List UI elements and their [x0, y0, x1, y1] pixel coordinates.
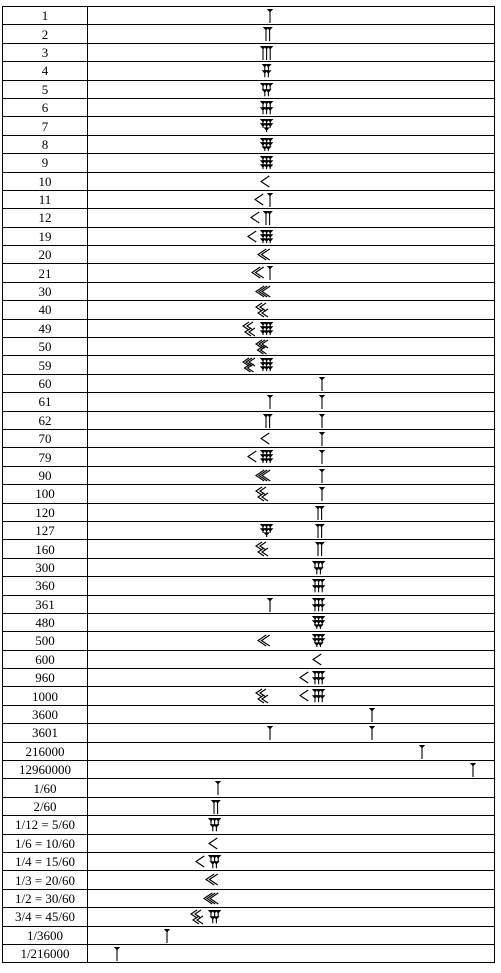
- cuneiform-cell: [88, 742, 495, 760]
- babylonian-numerals-table: [2, 6, 495, 963]
- table-row: [3, 80, 495, 98]
- cuneiform-cell: [88, 154, 495, 172]
- cuneiform-sign-icon: [256, 301, 275, 319]
- table-row: [3, 301, 495, 319]
- value-cell: 50: [3, 338, 88, 356]
- value-cell: 61: [3, 393, 88, 411]
- table-row: [3, 779, 495, 797]
- cuneiform-cell: [88, 135, 495, 153]
- table-row: [3, 429, 495, 447]
- value-cell: 10: [3, 172, 88, 190]
- table-row: [3, 687, 495, 705]
- value-cell: 480: [3, 613, 88, 631]
- cuneiform-cell: [88, 466, 495, 484]
- cuneiform-sign-icon: [260, 99, 276, 117]
- value-cell: 3600: [3, 705, 88, 723]
- cuneiform-sign-icon: [256, 338, 275, 356]
- cuneiform-sign-icon: [319, 485, 327, 503]
- cuneiform-sign-icon: [267, 724, 275, 742]
- cuneiform-cell: [88, 393, 495, 411]
- value-cell: 20: [3, 246, 88, 264]
- cuneiform-cell: [88, 25, 495, 43]
- table-row: [3, 926, 495, 944]
- cuneiform-sign-icon: [251, 209, 275, 227]
- cuneiform-sign-icon: [114, 945, 122, 963]
- value-cell: 1/3 = 20/60: [3, 871, 88, 889]
- cuneiform-sign-icon: [261, 430, 275, 448]
- cuneiform-cell: [88, 80, 495, 98]
- value-cell: 2: [3, 25, 88, 43]
- value-cell: 49: [3, 319, 88, 337]
- table-row: [3, 889, 495, 907]
- value-cell: 60: [3, 374, 88, 392]
- cuneiform-sign-icon: [315, 504, 327, 522]
- cuneiform-cell: [88, 356, 495, 374]
- cuneiform-cell: [88, 595, 495, 613]
- cuneiform-cell: [88, 650, 495, 668]
- value-cell: 70: [3, 429, 88, 447]
- cuneiform-sign-icon: [312, 596, 328, 614]
- cuneiform-cell: [88, 889, 495, 907]
- value-cell: 5: [3, 80, 88, 98]
- cuneiform-sign-icon: [261, 173, 275, 191]
- cuneiform-cell: [88, 779, 495, 797]
- cuneiform-cell: [88, 172, 495, 190]
- cuneiform-sign-icon: [256, 687, 275, 705]
- value-cell: 1/4 = 15/60: [3, 852, 88, 870]
- cuneiform-sign-icon: [256, 283, 275, 301]
- table-row: [3, 852, 495, 870]
- cuneiform-cell: [88, 834, 495, 852]
- table-row: [3, 705, 495, 723]
- cuneiform-sign-icon: [209, 835, 223, 853]
- table-body: [3, 7, 495, 963]
- value-cell: 1/216000: [3, 944, 88, 962]
- cuneiform-sign-icon: [260, 154, 276, 172]
- value-cell: 1/60: [3, 779, 88, 797]
- cuneiform-cell: [88, 577, 495, 595]
- table-row: [3, 871, 495, 889]
- value-cell: 40: [3, 301, 88, 319]
- cuneiform-sign-icon: [319, 430, 327, 448]
- table-row: [3, 944, 495, 962]
- value-cell: 11: [3, 190, 88, 208]
- value-cell: 120: [3, 503, 88, 521]
- value-cell: 216000: [3, 742, 88, 760]
- cuneiform-cell: [88, 632, 495, 650]
- table-row: [3, 117, 495, 135]
- table-row: [3, 282, 495, 300]
- table-row: [3, 319, 495, 337]
- cuneiform-sign-icon: [319, 393, 327, 411]
- cuneiform-sign-icon: [243, 320, 276, 338]
- cuneiform-cell: [88, 687, 495, 705]
- cuneiform-cell: [88, 558, 495, 576]
- value-cell: 1/3600: [3, 926, 88, 944]
- value-cell: 1/2 = 30/60: [3, 889, 88, 907]
- cuneiform-sign-icon: [243, 356, 276, 374]
- table-row: [3, 172, 495, 190]
- table-row: [3, 356, 495, 374]
- cuneiform-cell: [88, 98, 495, 116]
- cuneiform-sign-icon: [260, 522, 276, 540]
- cuneiform-cell: [88, 429, 495, 447]
- table-row: [3, 613, 495, 631]
- cuneiform-sign-icon: [204, 890, 223, 908]
- table-row: [3, 190, 495, 208]
- cuneiform-sign-icon: [164, 927, 172, 945]
- cuneiform-cell: [88, 485, 495, 503]
- value-cell: 12: [3, 209, 88, 227]
- cuneiform-sign-icon: [215, 779, 223, 797]
- cuneiform-cell: [88, 944, 495, 962]
- value-cell: 3601: [3, 724, 88, 742]
- cuneiform-cell: [88, 761, 495, 779]
- value-cell: 3: [3, 43, 88, 61]
- value-cell: 1: [3, 7, 88, 25]
- cuneiform-sign-icon: [369, 706, 377, 724]
- value-cell: 79: [3, 448, 88, 466]
- cuneiform-cell: [88, 338, 495, 356]
- value-cell: 1/12 = 5/60: [3, 816, 88, 834]
- cuneiform-sign-icon: [260, 62, 276, 80]
- table-row: [3, 154, 495, 172]
- value-cell: 127: [3, 521, 88, 539]
- cuneiform-cell: [88, 43, 495, 61]
- table-row: [3, 834, 495, 852]
- cuneiform-cell: [88, 908, 495, 926]
- table-row: [3, 595, 495, 613]
- cuneiform-sign-icon: [300, 669, 328, 687]
- cuneiform-sign-icon: [369, 724, 377, 742]
- cuneiform-sign-icon: [312, 559, 328, 577]
- cuneiform-cell: [88, 264, 495, 282]
- cuneiform-sign-icon: [263, 25, 275, 43]
- table-row: [3, 374, 495, 392]
- value-cell: 160: [3, 540, 88, 558]
- cuneiform-cell: [88, 227, 495, 245]
- table-row: [3, 650, 495, 668]
- cuneiform-cell: [88, 797, 495, 815]
- cuneiform-sign-icon: [267, 393, 275, 411]
- value-cell: 7: [3, 117, 88, 135]
- value-cell: 90: [3, 466, 88, 484]
- table-row: [3, 227, 495, 245]
- cuneiform-sign-icon: [260, 136, 276, 154]
- cuneiform-sign-icon: [208, 816, 224, 834]
- value-cell: 300: [3, 558, 88, 576]
- value-cell: 8: [3, 135, 88, 153]
- cuneiform-sign-icon: [312, 577, 328, 595]
- table-row: [3, 393, 495, 411]
- table-row: [3, 797, 495, 815]
- cuneiform-sign-icon: [256, 540, 275, 558]
- value-cell: 2/60: [3, 797, 88, 815]
- cuneiform-cell: [88, 521, 495, 539]
- table-row: [3, 264, 495, 282]
- cuneiform-cell: [88, 374, 495, 392]
- cuneiform-sign-icon: [255, 191, 275, 209]
- table-row: [3, 466, 495, 484]
- value-cell: 6: [3, 98, 88, 116]
- value-cell: 960: [3, 669, 88, 687]
- value-cell: 361: [3, 595, 88, 613]
- table-row: [3, 540, 495, 558]
- cuneiform-sign-icon: [319, 375, 327, 393]
- cuneiform-sign-icon: [267, 7, 275, 25]
- table-row: [3, 98, 495, 116]
- cuneiform-cell: [88, 301, 495, 319]
- cuneiform-cell: [88, 724, 495, 742]
- cuneiform-cell: [88, 540, 495, 558]
- cuneiform-sign-icon: [260, 81, 276, 99]
- value-cell: 500: [3, 632, 88, 650]
- cuneiform-cell: [88, 448, 495, 466]
- cuneiform-sign-icon: [196, 853, 224, 871]
- value-cell: 21: [3, 264, 88, 282]
- table-row: [3, 577, 495, 595]
- cuneiform-cell: [88, 7, 495, 25]
- cuneiform-cell: [88, 705, 495, 723]
- table-row: [3, 521, 495, 539]
- table-row: [3, 761, 495, 779]
- cuneiform-cell: [88, 62, 495, 80]
- cuneiform-cell: [88, 319, 495, 337]
- cuneiform-sign-icon: [319, 412, 327, 430]
- table-row: [3, 503, 495, 521]
- table-row: [3, 816, 495, 834]
- value-cell: 600: [3, 650, 88, 668]
- cuneiform-cell: [88, 246, 495, 264]
- cuneiform-cell: [88, 871, 495, 889]
- cuneiform-sign-icon: [263, 412, 275, 430]
- cuneiform-sign-icon: [312, 614, 328, 632]
- value-cell: 1/6 = 10/60: [3, 834, 88, 852]
- table-row: [3, 135, 495, 153]
- cuneiform-sign-icon: [260, 44, 276, 62]
- cuneiform-cell: [88, 613, 495, 631]
- value-cell: 360: [3, 577, 88, 595]
- table-row: [3, 7, 495, 25]
- cuneiform-cell: [88, 503, 495, 521]
- cuneiform-sign-icon: [319, 467, 327, 485]
- cuneiform-cell: [88, 117, 495, 135]
- cuneiform-sign-icon: [313, 651, 327, 669]
- table-row: [3, 62, 495, 80]
- cuneiform-sign-icon: [252, 264, 275, 282]
- cuneiform-cell: [88, 669, 495, 687]
- table-row: [3, 448, 495, 466]
- table-row: [3, 632, 495, 650]
- cuneiform-sign-icon: [300, 687, 328, 705]
- cuneiform-sign-icon: [419, 743, 427, 761]
- table-row: [3, 338, 495, 356]
- cuneiform-sign-icon: [258, 632, 275, 650]
- cuneiform-sign-icon: [315, 540, 327, 558]
- cuneiform-sign-icon: [191, 908, 224, 926]
- cuneiform-sign-icon: [256, 485, 275, 503]
- table-row: [3, 25, 495, 43]
- value-cell: 100: [3, 485, 88, 503]
- cuneiform-sign-icon: [256, 467, 275, 485]
- cuneiform-sign-icon: [206, 871, 223, 889]
- cuneiform-cell: [88, 209, 495, 227]
- cuneiform-sign-icon: [315, 522, 327, 540]
- table-row: [3, 558, 495, 576]
- table-row: [3, 246, 495, 264]
- table-row: [3, 669, 495, 687]
- table-row: [3, 209, 495, 227]
- value-cell: 19: [3, 227, 88, 245]
- value-cell: 30: [3, 282, 88, 300]
- cuneiform-cell: [88, 926, 495, 944]
- cuneiform-cell: [88, 282, 495, 300]
- cuneiform-sign-icon: [267, 596, 275, 614]
- value-cell: 1000: [3, 687, 88, 705]
- value-cell: 59: [3, 356, 88, 374]
- table-row: [3, 411, 495, 429]
- value-cell: 62: [3, 411, 88, 429]
- cuneiform-sign-icon: [211, 798, 223, 816]
- cuneiform-cell: [88, 816, 495, 834]
- cuneiform-sign-icon: [312, 632, 328, 650]
- value-cell: 9: [3, 154, 88, 172]
- table-row: [3, 43, 495, 61]
- cuneiform-sign-icon: [248, 228, 276, 246]
- value-cell: 4: [3, 62, 88, 80]
- cuneiform-sign-icon: [248, 448, 276, 466]
- value-cell: 3/4 = 45/60: [3, 908, 88, 926]
- table-row: [3, 724, 495, 742]
- cuneiform-sign-icon: [260, 117, 276, 135]
- cuneiform-sign-icon: [258, 246, 275, 264]
- table-row: [3, 742, 495, 760]
- cuneiform-cell: [88, 852, 495, 870]
- cuneiform-sign-icon: [470, 761, 478, 779]
- value-cell: 12960000: [3, 761, 88, 779]
- cuneiform-sign-icon: [319, 448, 327, 466]
- cuneiform-cell: [88, 411, 495, 429]
- table-row: [3, 485, 495, 503]
- cuneiform-cell: [88, 190, 495, 208]
- table-row: [3, 908, 495, 926]
